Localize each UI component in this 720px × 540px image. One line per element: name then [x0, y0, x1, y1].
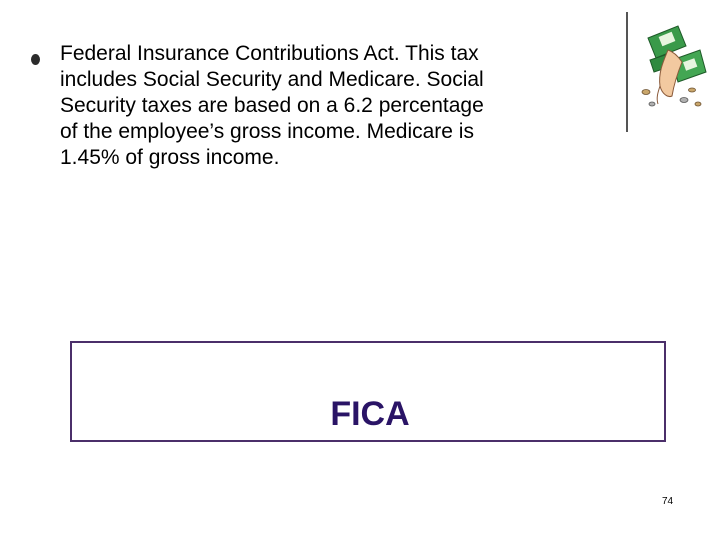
title-box [70, 341, 666, 442]
bullet-line: includes Social Security and Medicare. Social [60, 68, 484, 91]
bullet-dot [31, 54, 40, 65]
bullet-line: Federal Insurance Contributions Act. This tax [60, 42, 479, 65]
bullet-text [60, 41, 615, 171]
bullet-line: Security taxes are based on a 6.2 percentage [60, 94, 484, 117]
bullet-line: of the employee’s gross income. Medicare is [60, 120, 474, 143]
page-number: 74 [662, 496, 674, 507]
slide-title: FICA [330, 395, 410, 433]
hand-holding-money-icon [638, 20, 708, 112]
vertical-divider [626, 12, 628, 132]
bullet-line: 1.45% of gross income. [60, 146, 280, 169]
